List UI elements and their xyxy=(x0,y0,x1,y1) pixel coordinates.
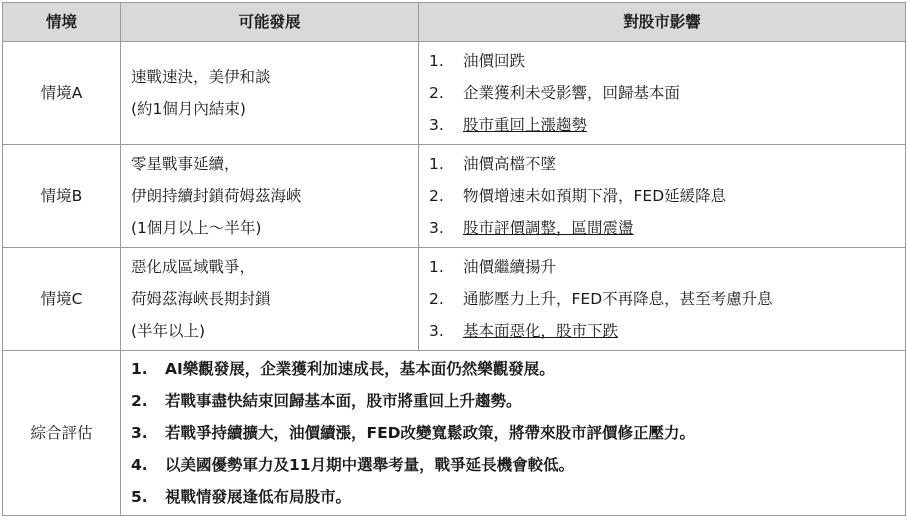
development-line: (1個月以上～半年) xyxy=(131,219,262,237)
development-line: 速戰速決，美伊和談 xyxy=(131,68,271,86)
summary-item: 4. 以美國優勢軍力及11月期中選舉考量，戰爭延長機會較低。 xyxy=(131,456,575,474)
development-line: 惡化成區域戰爭， xyxy=(131,258,256,276)
summary-item: 3. 若戰爭持續擴大，油價續漲，FED改變寬鬆政策，將帶來股市評價修正壓力。 xyxy=(131,424,696,442)
summary-label: 綜合評估 xyxy=(3,351,121,516)
impact-item: 3. 基本面惡化，股市下跌 xyxy=(429,322,619,340)
impact-cell xyxy=(419,248,906,351)
development-line: 零星戰事延續， xyxy=(131,155,240,173)
impact-item: 1. 油價繼續揚升 xyxy=(429,258,557,276)
summary-row xyxy=(3,351,906,516)
development-line: (約1個月內結束) xyxy=(131,100,246,118)
impact-item: 2. 通膨壓力上升，FED不再降息，甚至考慮升息 xyxy=(429,290,773,308)
scenario-table xyxy=(2,2,906,516)
scenario-name: 情境C xyxy=(3,248,121,351)
impact-cell xyxy=(419,145,906,248)
development-line: 伊朗持續封鎖荷姆茲海峽 xyxy=(131,187,302,205)
development-cell xyxy=(121,145,419,248)
summary-cell xyxy=(121,351,906,516)
development-line: 荷姆茲海峽長期封鎖 xyxy=(131,290,271,308)
impact-item: 2. 企業獲利未受影響，回歸基本面 xyxy=(429,84,681,102)
impact-item: 1. 油價回跌 xyxy=(429,52,526,70)
development-cell xyxy=(121,248,419,351)
development-cell xyxy=(121,42,419,145)
header-scenario: 情境 xyxy=(3,3,121,42)
impact-item: 1. 油價高檔不墜 xyxy=(429,155,557,173)
impact-cell xyxy=(419,42,906,145)
impact-item: 2. 物價增速未如預期下滑，FED延緩降息 xyxy=(429,187,727,205)
scenario-name: 情境B xyxy=(3,145,121,248)
summary-item: 5. 視戰情發展逢低布局股市。 xyxy=(131,488,352,506)
impact-item: 3. 股市重回上漲趨勢 xyxy=(429,116,588,134)
table-row xyxy=(3,248,906,351)
header-impact: 對股市影響 xyxy=(419,3,906,42)
table-row xyxy=(3,145,906,248)
header-development: 可能發展 xyxy=(121,3,419,42)
development-line: (半年以上) xyxy=(131,322,206,340)
header-row xyxy=(3,3,906,42)
summary-item: 2. 若戰事盡快結束回歸基本面，股市將重回上升趨勢。 xyxy=(131,392,522,410)
impact-item: 3. 股市評價調整，區間震盪 xyxy=(429,219,634,237)
table-row xyxy=(3,42,906,145)
summary-item: 1. AI樂觀發展，企業獲利加速成長，基本面仍然樂觀發展。 xyxy=(131,360,555,378)
scenario-name: 情境A xyxy=(3,42,121,145)
